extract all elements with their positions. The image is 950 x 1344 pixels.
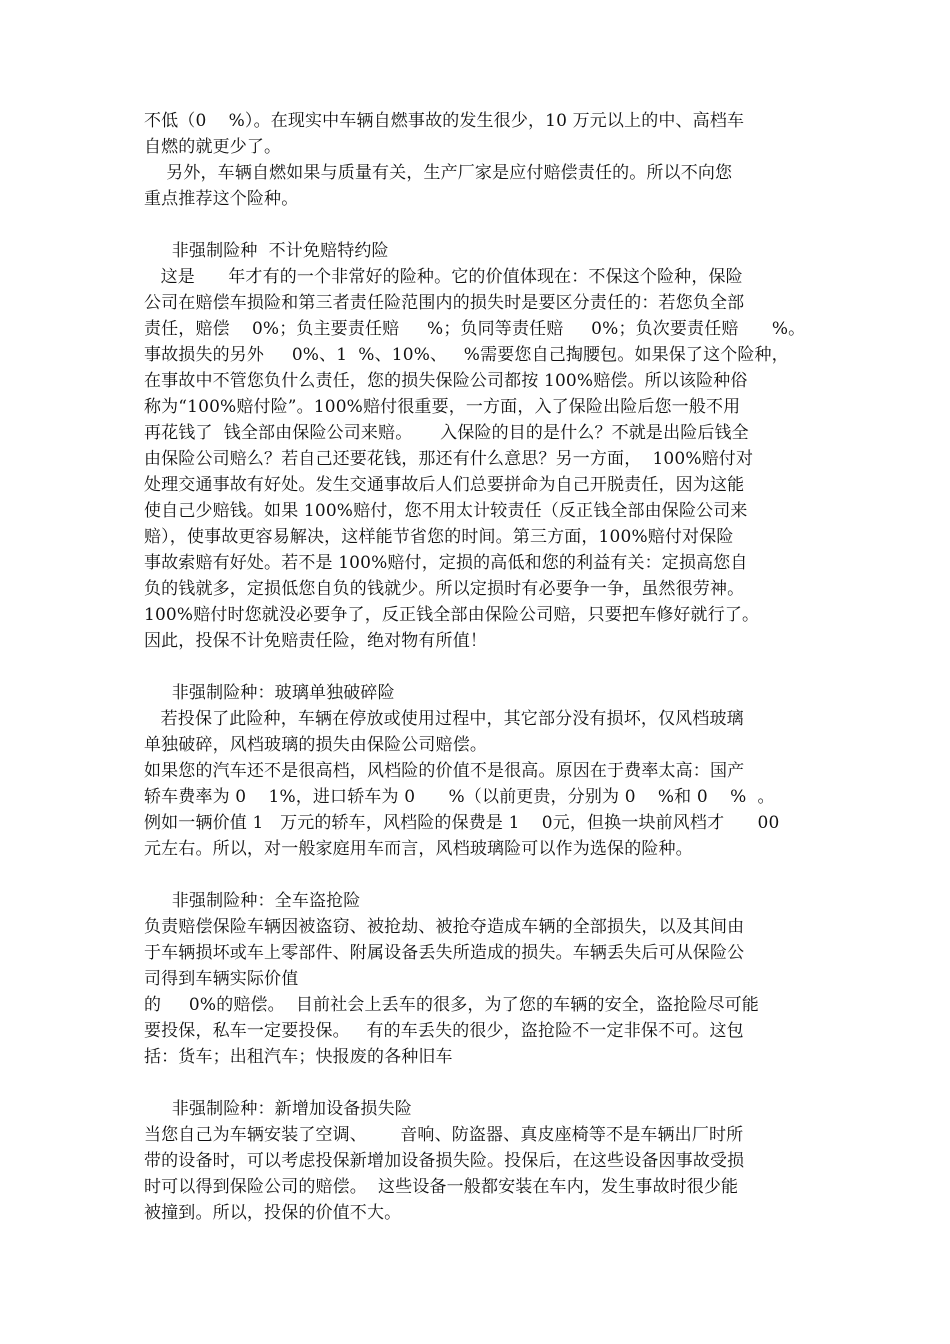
- text-line: 的 0%的赔偿。 目前社会上丢车的很多，为了您的车辆的安全，盗抢险尽可能: [144, 995, 759, 1015]
- text-line: 若投保了此险种，车辆在停放或使用过程中，其它部分没有损坏，仅风档玻璃: [144, 709, 744, 729]
- section-heading: 非强制险种 不计免赔特约险: [144, 241, 389, 261]
- text-line: 元左右。所以，对一般家庭用车而言，风档玻璃险可以作为选保的险种。: [144, 839, 693, 859]
- text-line: 例如一辆价值 1 万元的轿车，风档险的保费是 1 0元，但换一块前风档才 00: [144, 813, 780, 833]
- text-line: 因此，投保不计免赔责任险，绝对物有所值！: [144, 631, 487, 651]
- text-line: 这是 年才有的一个非常好的险种。它的价值体现在：不保这个险种，保险: [144, 267, 743, 287]
- spacer: [144, 1070, 814, 1096]
- text-line: 于车辆损坏或车上零部件、附属设备丢失所造成的损失。车辆丢失后可从保险公: [144, 943, 745, 963]
- section-glass-breakage: [144, 680, 814, 862]
- section-non-deductible: [144, 238, 814, 654]
- section-heading: 非强制险种：玻璃单独破碎险: [144, 683, 395, 703]
- text-line: 再花钱了 钱全部由保险公司来赔。 入保险的目的是什么？不就是出险后钱全: [144, 423, 749, 443]
- section-heading: 非强制险种：新增加设备损失险: [144, 1099, 412, 1119]
- text-line: 由保险公司赔么？若自己还要花钱，那还有什么意思？另一方面， 100%赔付对: [144, 449, 754, 469]
- text-line: 重点推荐这个险种。: [144, 189, 299, 209]
- text-line: 带的设备时，可以考虑投保新增加设备损失险。投保后，在这些设备因事故受损: [144, 1151, 745, 1171]
- spacer: [144, 862, 814, 888]
- text-line: 处理交通事故有好处。发生交通事故后人们总要拼命为自己开脱责任，因为这能: [144, 475, 745, 495]
- document-page: [144, 108, 814, 1226]
- text-line: 另外，车辆自燃如果与质量有关，生产厂家是应付赔偿责任的。所以不向您: [144, 163, 733, 183]
- intro-paragraph: [144, 108, 814, 212]
- text-line: 赔），使事故更容易解决，这样能节省您的时间。第三方面，100%赔付对保险: [144, 527, 734, 547]
- text-line: 括：货车；出租汽车；快报废的各种旧车: [144, 1047, 453, 1067]
- text-line: 事故损失的另外 0%、1 %、10%、 %需要您自己掏腰包。如果保了这个险种，: [144, 345, 789, 365]
- text-line: 称为“100%赔付险”。100%赔付很重要，一方面，入了保险出险后您一般不用: [144, 397, 741, 417]
- text-line: 不低（0 %）。在现实中车辆自燃事故的发生很少，10 万元以上的中、高档车: [144, 111, 745, 131]
- text-line: 负的钱就多，定损低您自负的钱就少。所以定损时有必要争一争，虽然很劳神。: [144, 579, 745, 599]
- text-line: 责任，赔偿 0%；负主要责任赔 %；负同等责任赔 0%；负次要责任赔 %。: [144, 319, 806, 339]
- section-heading: 非强制险种：全车盗抢险: [144, 891, 361, 911]
- text-line: 负责赔偿保险车辆因被盗窃、被抢劫、被抢夺造成车辆的全部损失，以及其间由: [144, 917, 745, 937]
- text-line: 100%赔付时您就没必要争了，反正钱全部由保险公司赔，只要把车修好就行了。: [144, 605, 760, 625]
- text-line: 轿车费率为 0 1%，进口轿车为 0 %（以前更贵，分别为 0 %和 0 % 。: [144, 787, 775, 807]
- text-line: 自燃的就更少了。: [144, 137, 282, 157]
- text-line: 当您自己为车辆安装了空调、 音响、防盗器、真皮座椅等不是车辆出厂时所: [144, 1125, 744, 1145]
- text-line: 司得到车辆实际价值: [144, 969, 299, 989]
- text-line: 单独破碎，风档玻璃的损失由保险公司赔偿。: [144, 735, 487, 755]
- section-new-equipment: [144, 1096, 814, 1226]
- spacer: [144, 654, 814, 680]
- text-line: 事故索赔有好处。若不是 100%赔付，定损的高低和您的利益有关：定损高您自: [144, 553, 748, 573]
- text-line: 时可以得到保险公司的赔偿。 这些设备一般都安装在车内，发生事故时很少能: [144, 1177, 739, 1197]
- section-theft: [144, 888, 814, 1070]
- text-line: 公司在赔偿车损险和第三者责任险范围内的损失时是要区分责任的：若您负全部: [144, 293, 745, 313]
- text-line: 使自己少赔钱。如果 100%赔付，您不用太计较责任（反正钱全部由保险公司来: [144, 501, 748, 521]
- spacer: [144, 212, 814, 238]
- text-line: 要投保，私车一定要投保。 有的车丢失的很少，盗抢险不一定非保不可。这包: [144, 1021, 744, 1041]
- text-line: 被撞到。所以，投保的价值不大。: [144, 1203, 402, 1223]
- text-line: 如果您的汽车还不是很高档，风档险的价值不是很高。原因在于费率太高：国产: [144, 761, 745, 781]
- text-line: 在事故中不管您负什么责任，您的损失保险公司都按 100%赔偿。所以该险种俗: [144, 371, 748, 391]
